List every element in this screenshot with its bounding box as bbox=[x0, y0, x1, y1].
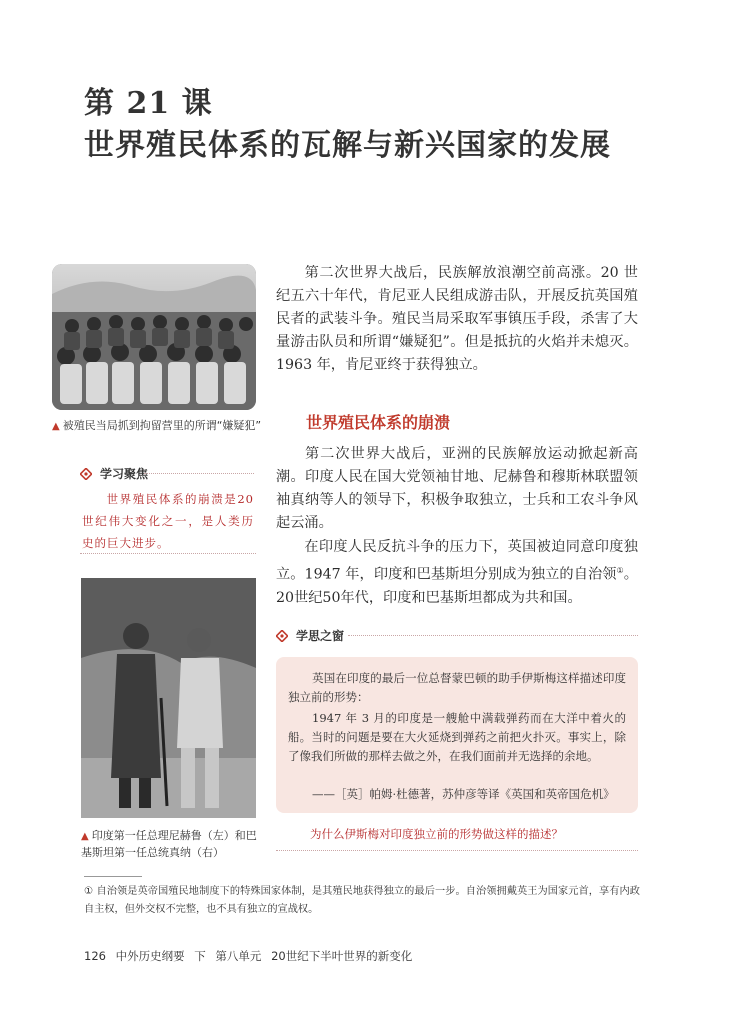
learning-focus-bottom-rule bbox=[80, 553, 256, 554]
footnote-marker[interactable]: ① bbox=[616, 566, 624, 575]
learning-focus-rule bbox=[144, 473, 254, 474]
discussion-question: 为什么伊斯梅对印度独立前的形势做这样的描述？ bbox=[310, 827, 563, 841]
quote-body: 1947 年 3 月的印度是一艘舱中满载弹药而在大洋中着火的船。当时的问题是要在大火延烧到弹药之前把火扑灭。事实上，除了像我们所做的那样去做之外，在我们面前并无选择的余地。 bbox=[288, 711, 626, 763]
quote-source: ——［英］帕姆·杜德著，苏仲彦等译《英国和英帝国危机》 bbox=[312, 787, 615, 801]
lesson-number: 第 21 课 bbox=[84, 86, 213, 121]
nehru-jinnah-photo bbox=[81, 578, 256, 818]
book-title: 中外历史纲要 bbox=[115, 949, 185, 963]
lesson-title: 世界殖民体系的瓦解与新兴国家的发展 bbox=[84, 128, 611, 163]
quote-box bbox=[276, 657, 638, 813]
thinking-window-rule bbox=[348, 635, 638, 636]
page-number: 126 bbox=[84, 949, 106, 963]
thinking-window-header: 学思之窗 bbox=[276, 627, 638, 645]
section-paragraph-1: 第二次世界大战后，亚洲的民族解放运动掀起新高潮。印度人民在国大党领袖甘地、尼赫鲁和穆斯林联盟领袖真纳等人的领导下，积极争取独立，士兵和工农斗争风起云涌。 bbox=[276, 446, 638, 531]
question-rule bbox=[276, 850, 638, 851]
footnote: ① 自治领是英帝国殖民地制度下的特殊国家体制，是其殖民地获得独立的最后一步。自治领拥戴英王为国家元首，享有内政自主权，但外交权不完整，也不具有独立的宣战权。 bbox=[84, 886, 640, 915]
detainees-photo-caption: ▲ 被殖民当局抓到拘留营里的所谓“嫌疑犯” bbox=[52, 419, 262, 432]
detainees-photo-illustration bbox=[52, 264, 256, 410]
diamond-icon bbox=[80, 468, 92, 480]
caption-triangle-icon: ▲ bbox=[52, 421, 60, 432]
unit-title: 20世纪下半叶世界的新变化 bbox=[271, 949, 413, 963]
diamond-icon bbox=[276, 630, 288, 642]
book-volume: 下 bbox=[194, 949, 206, 963]
quote-intro: 英国在印度的最后一位总督蒙巴顿的助手伊斯梅这样描述印度独立前的形势： bbox=[288, 671, 626, 704]
intro-paragraph: 第二次世界大战后，民族解放浪潮空前高涨。20 世纪五六十年代，肯尼亚人民组成游击队，开展反抗英国殖民者的武装斗争。殖民当局采取军事镇压手段，杀害了大量游击队员和所谓“嫌疑犯”。但是抵抗的火焰并未熄灭。1963 年，肯尼亚终于获得独立。 bbox=[276, 265, 638, 373]
learning-focus-text: 世界殖民体系的崩溃是20世纪伟大变化之一，是人类历史的巨大进步。 bbox=[82, 492, 254, 550]
footnote-rule bbox=[84, 876, 142, 877]
page-footer bbox=[84, 948, 418, 964]
caption-triangle-icon: ▲ bbox=[81, 831, 89, 842]
learning-focus-header: 学习聚焦 bbox=[80, 465, 255, 485]
nehru-jinnah-illustration bbox=[81, 578, 256, 818]
nehru-jinnah-caption: ▲ 印度第一任总理尼赫鲁（左）和巴基斯坦第一任总统真纳（右） bbox=[81, 829, 257, 859]
section-heading: 世界殖民体系的崩溃 bbox=[306, 413, 451, 432]
unit-label: 第八单元 bbox=[215, 949, 262, 963]
section-paragraph-2: 在印度人民反抗斗争的压力下，英国被迫同意印度独立。1947 年，印度和巴基斯坦分别成为独立的自治领①。20世纪50年代，印度和巴基斯坦都成为共和国。 bbox=[276, 539, 638, 606]
detainees-photo bbox=[52, 264, 256, 410]
